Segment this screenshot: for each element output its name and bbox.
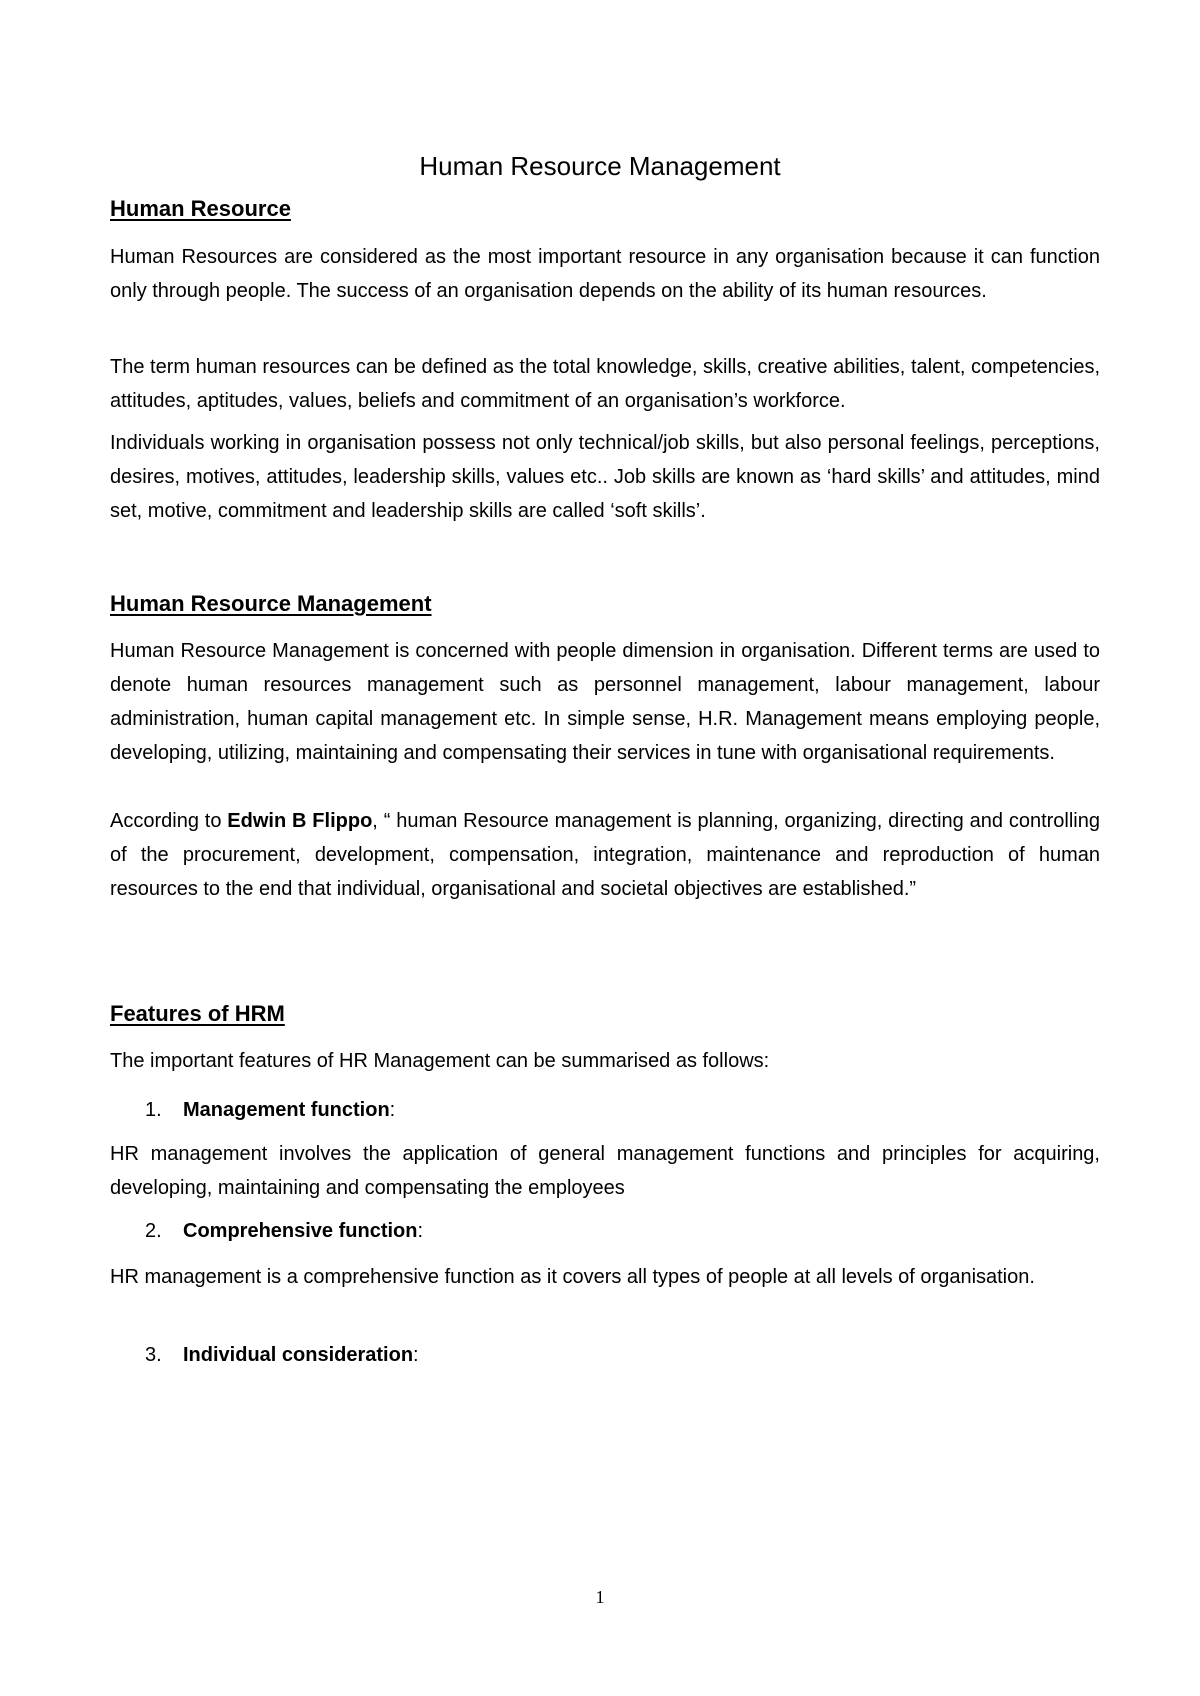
document-title: Human Resource Management <box>419 151 781 181</box>
section-heading-hrm: Human Resource Management <box>110 591 432 616</box>
flippo-author: Edwin B Flippo <box>227 810 373 832</box>
flippo-quote: , “ human Resource management is planning, organizing, directing and controlling of the procurement, development, compensation, integration, maintenance and reproduction of human resources to the end that individual, organisational and societal objectives are established.” <box>110 810 1100 900</box>
paragraph-hr-definition: The term human resources can be defined as the total knowledge, skills, creative abilities, talent, competencies, attitudes, aptitudes, values, beliefs and commitment of an organisation’s workforce. <box>110 356 1100 412</box>
paragraph-comprehensive-function: HR management is a comprehensive function as it covers all types of people at all levels of organisation. <box>110 1266 1035 1288</box>
list-item-individual-consideration <box>145 1338 419 1372</box>
list-item-comprehensive-function <box>145 1214 423 1248</box>
list-number: 1. <box>145 1099 162 1121</box>
list-label-colon: : <box>413 1344 419 1366</box>
section-heading-features: Features of HRM <box>110 1001 285 1026</box>
paragraph-hr-importance: Human Resources are considered as the most important resource in any organisation because it can function only through people. The success of an organisation depends on the ability of its human resources. <box>110 246 1100 302</box>
paragraph-hr-skills: Individuals working in organisation possess not only technical/job skills, but also personal feelings, perceptions, desires, motives, attitudes, leadership skills, values etc.. Job skills are known as ‘hard skills’ and attitudes, mind set, motive, commitment and leadership skills are called ‘soft skills’. <box>110 432 1100 522</box>
list-number: 2. <box>145 1220 162 1242</box>
list-label-colon: : <box>417 1220 424 1242</box>
page-number: 1 <box>595 1587 605 1607</box>
paragraph-hrm-concern: Human Resource Management is concerned with people dimension in organisation. Different terms are used to denote human resources management such as personnel management, labour management, labour administration, human capital management etc. In simple sense, H.R. Management means employing people, developing, utilizing, maintaining and compensating their services in tune with organisational requirements. <box>110 640 1100 764</box>
flippo-prefix: According to <box>110 810 228 832</box>
list-number: 3. <box>145 1344 162 1366</box>
list-label: Individual consideration <box>183 1344 414 1366</box>
paragraph-management-function: HR management involves the application of general management functions and principles for acquiring, developing, maintaining and compensating the employees <box>110 1143 1100 1199</box>
list-item-management-function <box>145 1093 395 1127</box>
section-heading-human-resource: Human Resource <box>110 196 291 221</box>
list-label-colon: : <box>389 1099 396 1121</box>
paragraph-features-intro: The important features of HR Management can be summarised as follows: <box>110 1050 770 1072</box>
list-label: Management function <box>183 1099 390 1121</box>
paragraph-flippo-definition <box>110 804 1100 906</box>
list-label: Comprehensive function <box>183 1220 418 1242</box>
